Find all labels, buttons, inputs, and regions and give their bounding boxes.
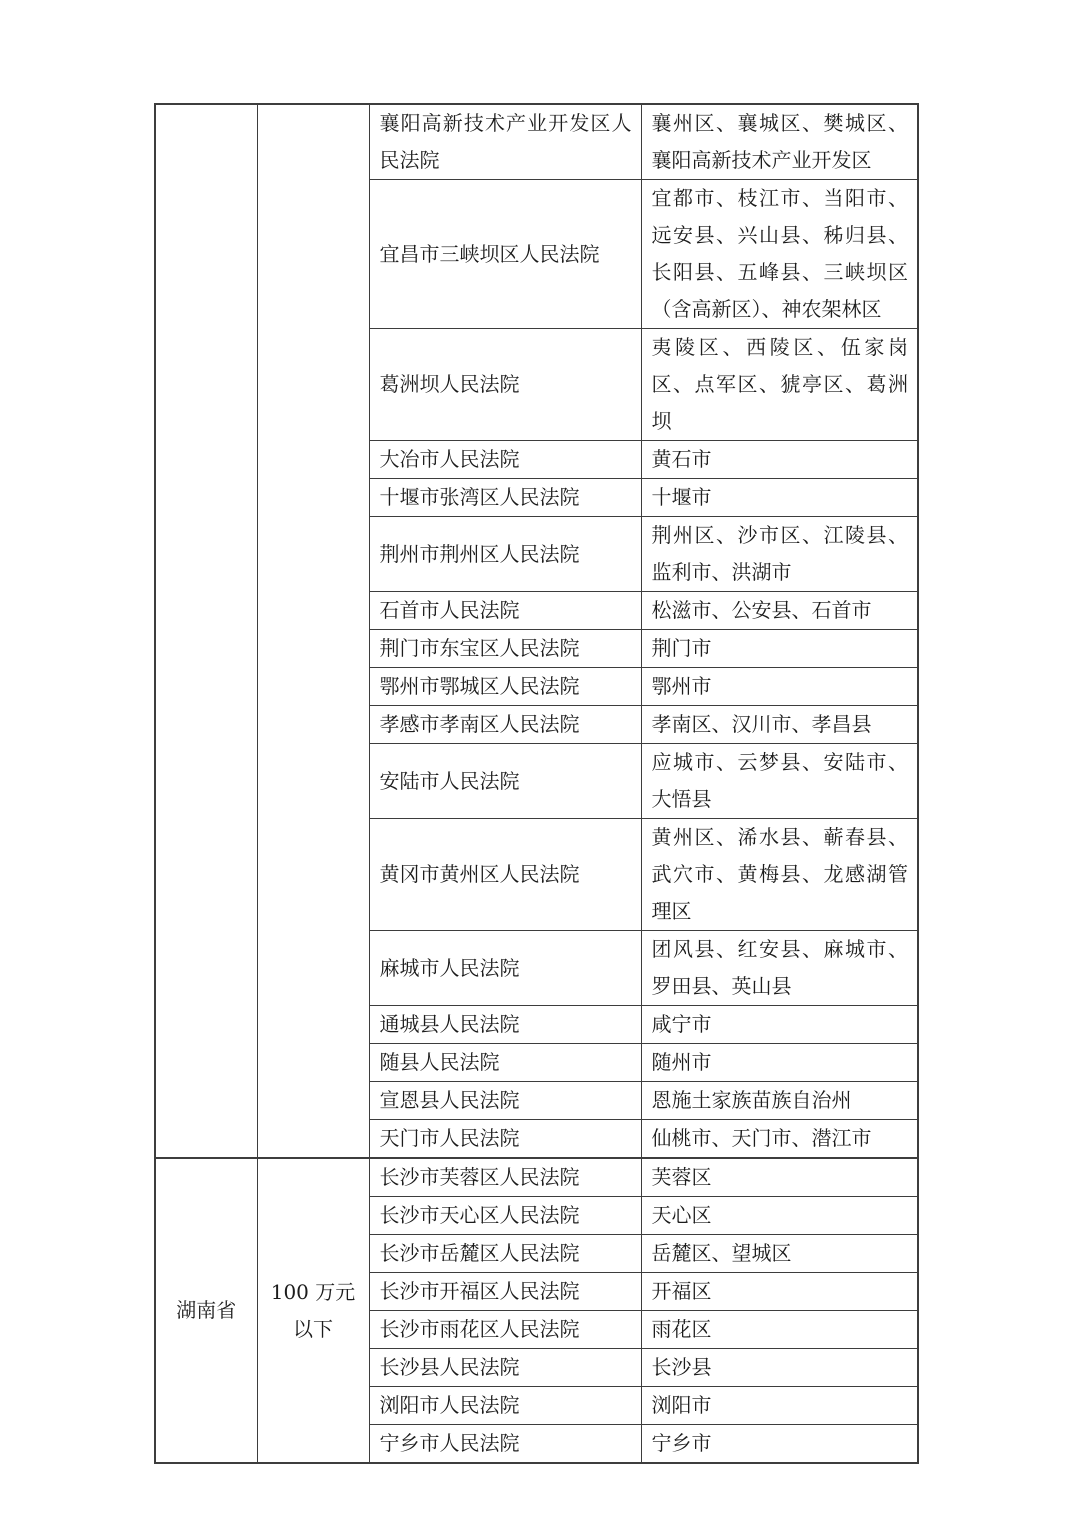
province-cell [155, 104, 257, 1158]
jurisdiction-cell: 宜都市、枝江市、当阳市、远安县、兴山县、秭归县、长阳县、五峰县、三峡坝区（含高新区）、神农架林区 [641, 180, 918, 329]
jurisdiction-cell: 孝南区、汉川市、孝昌县 [641, 706, 918, 744]
court-cell: 黄冈市黄州区人民法院 [369, 819, 641, 931]
jurisdiction-cell: 浏阳市 [641, 1387, 918, 1425]
jurisdiction-cell: 黄石市 [641, 441, 918, 479]
jurisdiction-cell: 团风县、红安县、麻城市、罗田县、英山县 [641, 931, 918, 1006]
court-cell: 长沙市开福区人民法院 [369, 1273, 641, 1311]
jurisdiction-cell: 松滋市、公安县、石首市 [641, 592, 918, 630]
court-cell: 宣恩县人民法院 [369, 1082, 641, 1120]
court-cell: 安陆市人民法院 [369, 744, 641, 819]
jurisdiction-cell: 襄州区、襄城区、樊城区、襄阳高新技术产业开发区 [641, 104, 918, 180]
court-jurisdiction-table [154, 103, 919, 1464]
jurisdiction-cell: 天心区 [641, 1197, 918, 1235]
court-cell: 宁乡市人民法院 [369, 1425, 641, 1464]
jurisdiction-cell: 随州市 [641, 1044, 918, 1082]
amount-cell [257, 1158, 369, 1463]
court-cell: 葛洲坝人民法院 [369, 329, 641, 441]
jurisdiction-cell: 荆门市 [641, 630, 918, 668]
jurisdiction-cell: 岳麓区、望城区 [641, 1235, 918, 1273]
court-cell: 天门市人民法院 [369, 1120, 641, 1159]
court-cell: 宜昌市三峡坝区人民法院 [369, 180, 641, 329]
court-cell: 长沙市岳麓区人民法院 [369, 1235, 641, 1273]
court-cell: 长沙县人民法院 [369, 1349, 641, 1387]
court-cell: 长沙市天心区人民法院 [369, 1197, 641, 1235]
jurisdiction-cell: 鄂州市 [641, 668, 918, 706]
court-cell: 长沙市雨花区人民法院 [369, 1311, 641, 1349]
jurisdiction-cell: 黄州区、浠水县、蕲春县、武穴市、黄梅县、龙感湖管理区 [641, 819, 918, 931]
court-cell: 十堰市张湾区人民法院 [369, 479, 641, 517]
amount-line-1: 100 万元 [270, 1279, 356, 1304]
court-cell: 孝感市孝南区人民法院 [369, 706, 641, 744]
jurisdiction-cell: 长沙县 [641, 1349, 918, 1387]
court-cell: 长沙市芙蓉区人民法院 [369, 1158, 641, 1197]
jurisdiction-cell: 雨花区 [641, 1311, 918, 1349]
court-cell: 襄阳高新技术产业开发区人民法院 [369, 104, 641, 180]
court-cell: 随县人民法院 [369, 1044, 641, 1082]
jurisdiction-cell: 宁乡市 [641, 1425, 918, 1464]
jurisdiction-cell: 咸宁市 [641, 1006, 918, 1044]
province-cell: 湖南省 [155, 1158, 257, 1463]
jurisdiction-cell: 夷陵区、西陵区、伍家岗区、点军区、猇亭区、葛洲坝 [641, 329, 918, 441]
court-cell: 浏阳市人民法院 [369, 1387, 641, 1425]
table-row [155, 104, 918, 180]
court-cell: 通城县人民法院 [369, 1006, 641, 1044]
court-cell: 荆州市荆州区人民法院 [369, 517, 641, 592]
table-row [155, 1158, 918, 1197]
jurisdiction-cell: 荆州区、沙市区、江陵县、监利市、洪湖市 [641, 517, 918, 592]
jurisdiction-cell: 芙蓉区 [641, 1158, 918, 1197]
amount-line-2: 以下 [293, 1316, 333, 1341]
court-cell: 荆门市东宝区人民法院 [369, 630, 641, 668]
court-cell: 大冶市人民法院 [369, 441, 641, 479]
jurisdiction-cell: 开福区 [641, 1273, 918, 1311]
jurisdiction-cell: 十堰市 [641, 479, 918, 517]
jurisdiction-cell: 仙桃市、天门市、潜江市 [641, 1120, 918, 1159]
court-cell: 鄂州市鄂城区人民法院 [369, 668, 641, 706]
court-cell: 石首市人民法院 [369, 592, 641, 630]
amount-cell [257, 104, 369, 1158]
court-cell: 麻城市人民法院 [369, 931, 641, 1006]
jurisdiction-cell: 恩施土家族苗族自治州 [641, 1082, 918, 1120]
jurisdiction-cell: 应城市、云梦县、安陆市、大悟县 [641, 744, 918, 819]
